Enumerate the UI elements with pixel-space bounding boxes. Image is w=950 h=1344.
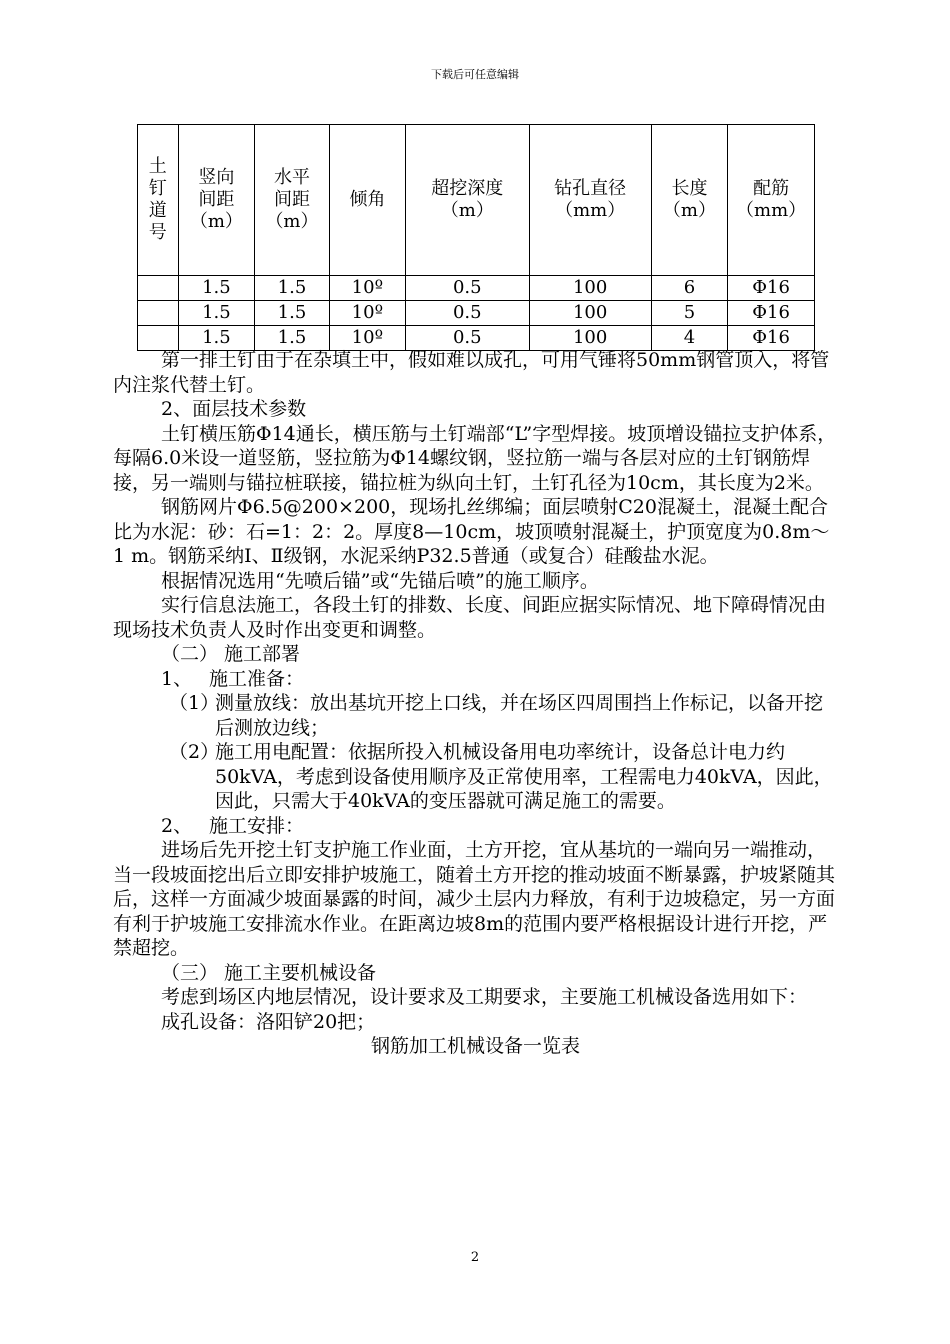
table-cell: 6 — [651, 276, 728, 301]
list-text: 施工安排： — [209, 814, 305, 837]
section-heading-machinery: （三） 施工主要机械设备 — [161, 961, 377, 984]
table-cell: 10º — [329, 276, 405, 301]
header-cell-vertical-spacing: 竖向 间距 （m） — [178, 125, 255, 276]
table-cell: 100 — [529, 326, 651, 351]
sub-item-text: 施工用电配置：依据所投入机械设备用电功率统计，设备总计电力约50kVA，考虑到设备使用顺序及正常使用率，工程需电力40kVA，因此，因此，只需大于40kVA的变压器就可满足施工的需要。 — [215, 741, 833, 812]
table-row — [138, 301, 815, 326]
table-cell: 10º — [329, 301, 405, 326]
paragraph-first-row-nails: 第一排土钉由于在杂填土中，假如难以成孔，可用气锤将50mm钢管顶入，将管内注浆代替土钉。 — [113, 349, 830, 396]
table-row — [138, 326, 815, 351]
table-cell — [138, 301, 179, 326]
table-caption: 钢筋加工机械设备一览表 — [370, 1035, 580, 1057]
sub-item-survey — [113, 691, 838, 740]
page-number: 2 — [470, 1250, 480, 1265]
table-cell: Φ16 — [728, 301, 815, 326]
sub-item-number: （2） — [169, 741, 220, 763]
soil-nail-parameters-table — [137, 124, 815, 351]
sub-item-text: 测量放线：放出基坑开挖上口线，并在场区四周围挡上作标记，以备开挖后测放边线； — [215, 692, 824, 739]
table-header-row — [138, 125, 815, 276]
table-cell: 100 — [529, 276, 651, 301]
paragraph-transverse-bars: 土钉横压筋Φ14通长，横压筋与土钉端部“L”字型焊接。坡顶增设锚拉支护体系，每隔6.0米设一道竖筋，竖拉筋为Φ14螺纹钢，竖拉筋一端与各层对应的土钉钢筋焊接，另一端则与锚拉桩联接，锚拉桩为纵向土钉，土钉孔径为10cm，其长度为2米。 — [113, 422, 837, 494]
table-cell: 100 — [529, 301, 651, 326]
table-row — [138, 276, 815, 301]
table-cell: 5 — [651, 301, 728, 326]
table-cell: 1.5 — [255, 301, 330, 326]
paragraph-drilling-equipment: 成孔设备：洛阳铲20把； — [161, 1010, 376, 1033]
table-cell: Φ16 — [728, 276, 815, 301]
sub-item-number: （1） — [169, 692, 220, 714]
table-cell: 4 — [651, 326, 728, 351]
table-cell: Φ16 — [728, 326, 815, 351]
header-cell-overexcavation-depth: 超挖深度 （m） — [405, 125, 529, 276]
header-cell-nail-number: 土 钉 道 号 — [138, 125, 179, 276]
table-cell: 10º — [329, 326, 405, 351]
section-heading-deployment: （二） 施工部署 — [161, 643, 301, 665]
list-item-preparation — [113, 667, 838, 692]
table-cell: 0.5 — [405, 276, 529, 301]
table-cell: 1.5 — [178, 301, 255, 326]
table-cell: 0.5 — [405, 301, 529, 326]
page-header-note: 下载后可任意编辑 — [431, 68, 519, 81]
heading-surface-parameters: 2、面层技术参数 — [161, 398, 307, 420]
paragraph-machinery-intro: 考虑到场区内地层情况，设计要求及工期要求，主要施工机械设备选用如下： — [161, 986, 808, 1008]
paragraph-construction-order: 根据情况选用“先喷后锚”或“先锚后喷”的施工顺序。 — [161, 569, 599, 592]
table-cell: 1.5 — [255, 326, 330, 351]
table-cell: 1.5 — [178, 276, 255, 301]
paragraph-steel-mesh: 钢筋网片Φ6.5@200×200，现场扎丝绑编；面层喷射C20混凝土，混凝土配合比为水泥：砂：石=1：2：2。厚度8—10cm，坡顶喷射混凝土，护顶宽度为0.8m～1 m。钢筋采纳Ⅰ、Ⅱ级钢，水泥采纳P32.5普通（或复合）硅酸盐水泥。 — [113, 496, 830, 567]
list-number: 1、 — [161, 667, 193, 690]
table-cell: 1.5 — [255, 276, 330, 301]
table-cell — [138, 276, 179, 301]
header-cell-length: 长度 （m） — [651, 125, 728, 276]
header-cell-inclination: 倾角 — [329, 125, 405, 276]
header-cell-reinforcement: 配筋 （mm） — [728, 125, 815, 276]
paragraph-information-method: 实行信息法施工，各段土钉的排数、长度、间距应据实际情况、地下障碍情况由现场技术负责人及时作出变更和调整。 — [113, 594, 827, 641]
list-item-arrangement — [113, 814, 838, 839]
sub-item-power — [113, 740, 838, 814]
table-cell — [138, 326, 179, 351]
header-cell-horizontal-spacing: 水平 间距 （m） — [255, 125, 330, 276]
header-cell-borehole-diameter: 钻孔直径 （mm） — [529, 125, 651, 276]
list-number: 2、 — [161, 814, 193, 837]
document-body — [113, 348, 838, 1059]
paragraph-excavation: 进场后先开挖土钉支护施工作业面，土方开挖，宜从基坑的一端向另一端推动，当一段坡面挖出后立即安排护坡施工，随着土方开挖的推动坡面不断暴露，护坡紧随其后，这样一方面减少坡面暴露的时间，减少土层内力释放，有利于边坡稳定，另一方面有利于护坡施工安排流水作业。在距离边坡8m的范围内要严格根据设计进行开挖，严禁超挖。 — [113, 839, 836, 959]
table-cell: 1.5 — [178, 326, 255, 351]
list-text: 施工准备： — [209, 667, 305, 690]
table-cell: 0.5 — [405, 326, 529, 351]
